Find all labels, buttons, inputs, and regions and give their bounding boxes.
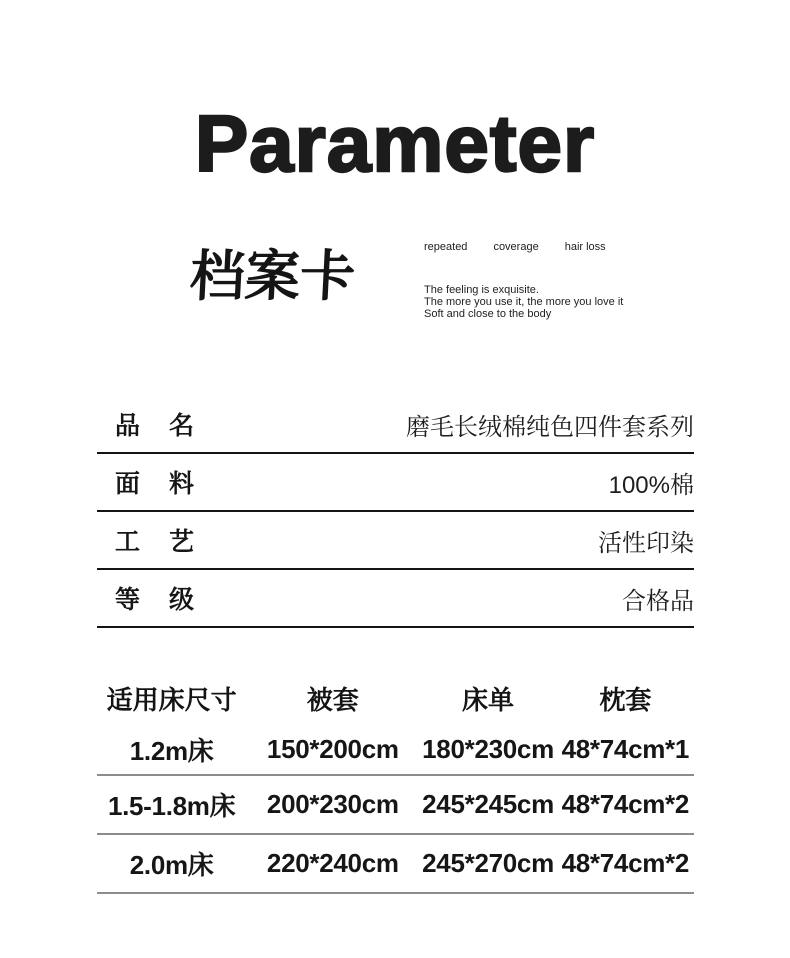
- spec-row-product-name: [97, 396, 694, 454]
- column-header-pillowcase: 枕套: [599, 684, 652, 715]
- description-line: The more you use it, the more you love it: [424, 295, 624, 308]
- size-table: [97, 672, 694, 894]
- cell-pillowcase: 48*74cm*2: [561, 789, 690, 819]
- cell-duvet-cover: 200*230cm: [266, 789, 399, 819]
- column-header-bed-size: 适用床尺寸: [106, 684, 237, 715]
- spec-row-grade: [97, 570, 694, 628]
- description-lines: [424, 285, 684, 320]
- cell-bed-sheet: 180*230cm: [422, 733, 554, 764]
- page-title: Parameter: [194, 99, 596, 188]
- column-header-duvet-cover: 被套: [306, 684, 359, 715]
- cell-duvet-cover: 220*240cm: [266, 848, 399, 878]
- spec-row-craft: [97, 512, 694, 570]
- size-table-header-row: [97, 672, 694, 724]
- spec-row-fabric: [97, 454, 694, 512]
- spec-table: [97, 396, 694, 628]
- spec-label: 品 名: [115, 412, 194, 440]
- cell-pillowcase: 48*74cm*2: [561, 848, 690, 878]
- description-line: Soft and close to the body: [424, 307, 552, 320]
- cell-bed-size: 2.0m床: [129, 850, 214, 880]
- spec-value: 磨毛长绒棉纯色四件套系列: [406, 413, 694, 441]
- cell-pillowcase: 48*74cm*1: [561, 733, 690, 764]
- feature-tags: [424, 241, 684, 253]
- spec-label: 等 级: [115, 586, 194, 614]
- description-line: The feeling is exquisite.: [424, 284, 539, 296]
- feature-tag: hair loss: [564, 241, 606, 253]
- feature-tag: coverage: [493, 241, 539, 253]
- feature-tag: repeated: [424, 241, 468, 253]
- cell-bed-sheet: 245*245cm: [422, 789, 554, 819]
- spec-label: 面 料: [115, 470, 194, 498]
- spec-value: 合格品: [622, 587, 694, 615]
- column-header-bed-sheet: 床单: [462, 684, 515, 715]
- description-block: [424, 241, 684, 320]
- size-table-row: [97, 724, 694, 776]
- spec-value: 活性印染: [598, 529, 694, 557]
- cell-bed-sheet: 245*270cm: [422, 848, 554, 878]
- archive-card-heading: 档案卡: [188, 245, 357, 307]
- spec-label: 工 艺: [115, 528, 194, 556]
- size-table-row: [97, 835, 694, 894]
- cell-bed-size: 1.2m床: [129, 735, 214, 766]
- cell-duvet-cover: 150*200cm: [266, 733, 399, 764]
- size-table-row: [97, 776, 694, 835]
- cell-bed-size: 1.5-1.8m床: [107, 791, 236, 821]
- spec-value: 100%棉: [608, 471, 694, 499]
